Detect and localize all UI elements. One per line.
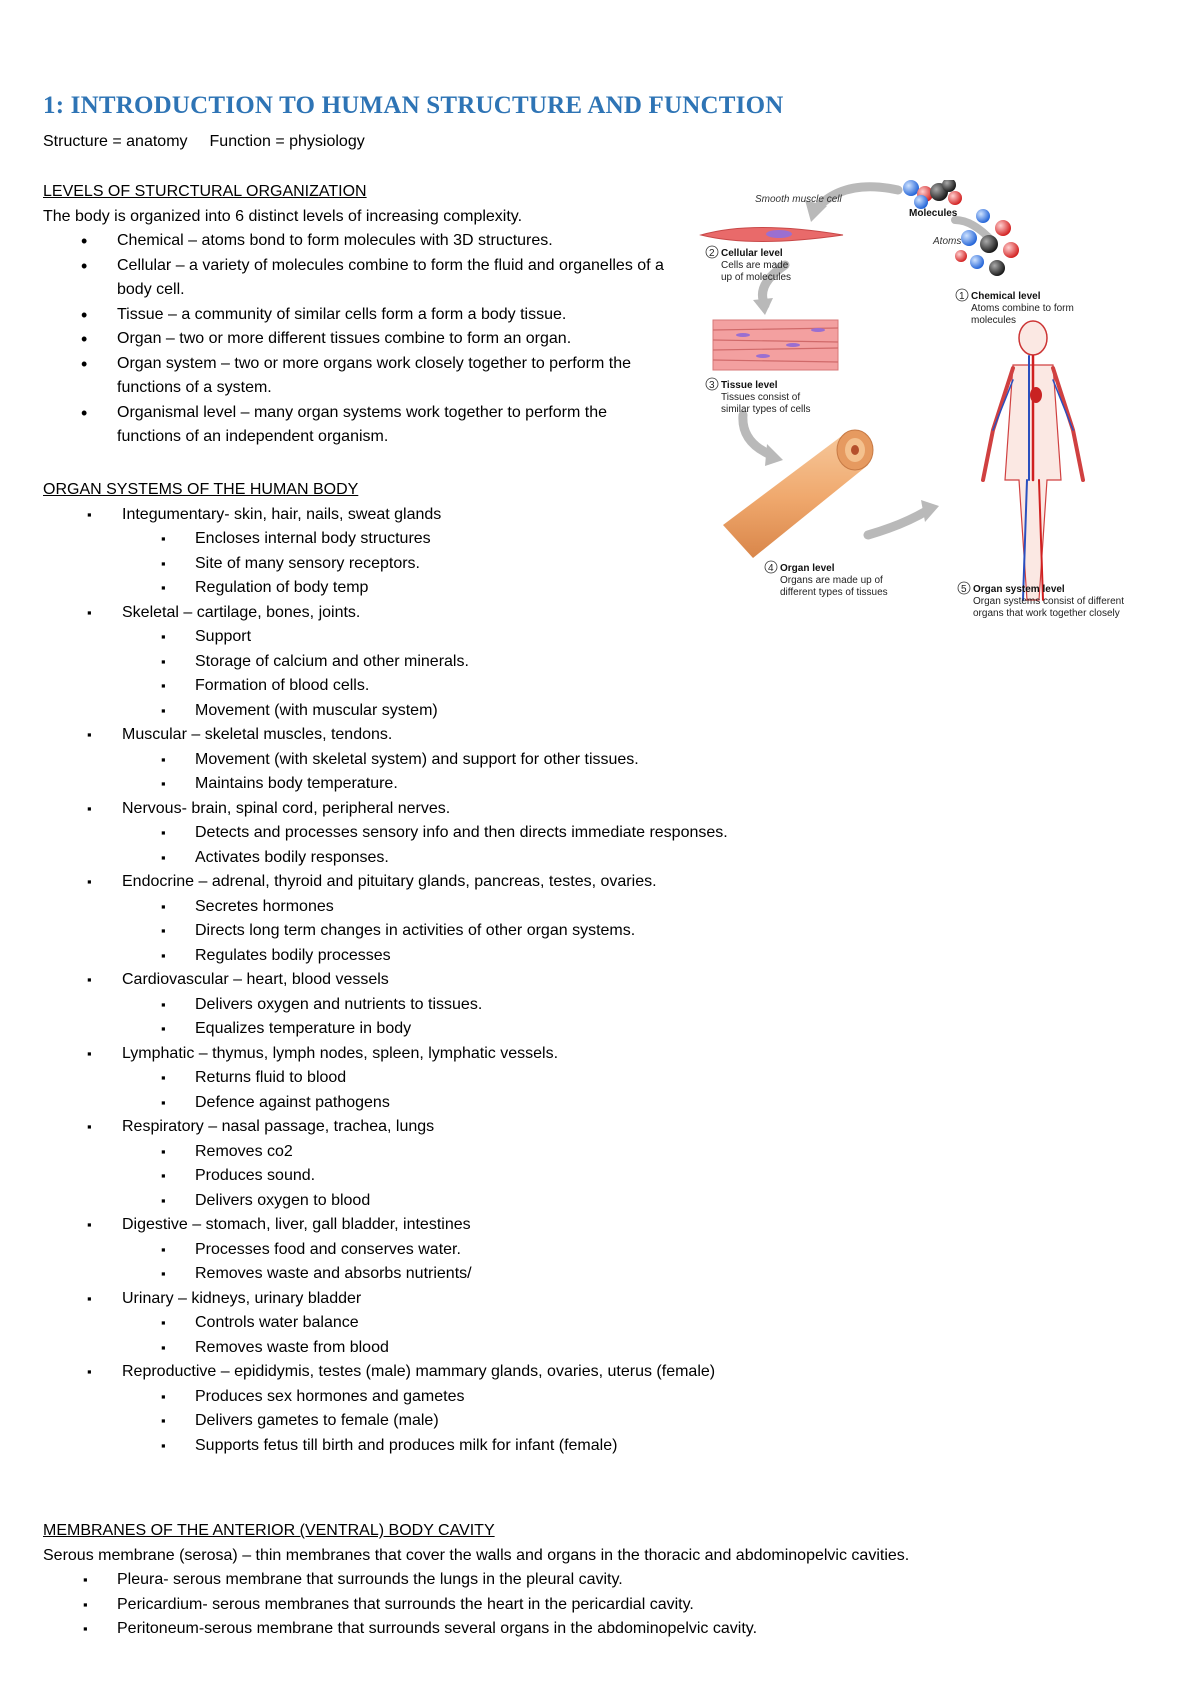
organ-function-list [122, 748, 1143, 797]
list-item: • Organ – two or more different tissues combine to form an organ. [43, 327, 673, 352]
organ-function-item: ▪ Storage of calcium and other minerals. [43, 650, 1143, 675]
organ-function-list [122, 1066, 1143, 1115]
subtitle-line [43, 133, 365, 151]
organ-desc-1: Organs are made up of [780, 575, 883, 586]
membranes-section [43, 1519, 1163, 1642]
organ-systems-heading: ORGAN SYSTEMS OF THE HUMAN BODY [43, 481, 359, 498]
organ-systems-section [43, 478, 1143, 1458]
levels-heading: LEVELS OF STURCTURAL ORGANIZATION [43, 183, 367, 200]
organ-function-item: ▪ Defence against pathogens [43, 1091, 1143, 1116]
organ-system-label: Skeletal – cartilage, bones, joints. [122, 603, 361, 621]
organ-function-item: ▪ Produces sound. [43, 1164, 1143, 1189]
organ-function-list [122, 1385, 1143, 1459]
organ-function-list [122, 1140, 1143, 1214]
atoms-label: Atoms [933, 236, 962, 247]
organ-system-item [43, 503, 1143, 601]
organ-function-item: ▪ Movement (with muscular system) [43, 699, 1143, 724]
organ-function-item: ▪ Returns fluid to blood [43, 1066, 1143, 1091]
list-item: • Cellular – a variety of molecules combine to form the fluid and organelles of a body cell. [43, 254, 673, 303]
tissue-desc-1: Tissues consist of [721, 392, 801, 403]
molecules-label: Molecules [909, 208, 958, 219]
organ-function-item: ▪ Encloses internal body structures [43, 527, 1143, 552]
organ-function-item: ▪ Support [43, 625, 1143, 650]
organ-function-item: ▪ Produces sex hormones and gametes [43, 1385, 1143, 1410]
system-title: Organ system level [973, 584, 1065, 595]
organ-function-item: ▪ Delivers oxygen to blood [43, 1189, 1143, 1214]
chemical-desc-1: Atoms combine to form [971, 303, 1074, 314]
organ-function-list [122, 895, 1143, 969]
organ-function-item: ▪ Regulation of body temp [43, 576, 1143, 601]
chemical-title: Chemical level [971, 291, 1041, 302]
list-item: • Organ system – two or more organs work closely together to perform the functions of a system. [43, 352, 673, 401]
levels-intro: The body is organized into 6 distinct levels of increasing complexity. [43, 207, 523, 225]
organ-function-item: ▪ Supports fetus till birth and produces milk for infant (female) [43, 1434, 1143, 1459]
smooth-muscle-label: Smooth muscle cell [755, 194, 842, 205]
organ-function-list [122, 993, 1143, 1042]
organ-function-list [122, 527, 1143, 601]
organ-title: Organ level [780, 563, 835, 574]
organ-system-item [43, 797, 1143, 871]
organ-function-list [122, 1311, 1143, 1360]
organ-system-label: Digestive – stomach, liver, gall bladder, intestines [122, 1216, 471, 1233]
organ-system-label: Urinary – kidneys, urinary bladder [122, 1289, 362, 1307]
cellular-title: Cellular level [721, 248, 783, 259]
organ-system-label: Endocrine – adrenal, thyroid and pituitary glands, pancreas, testes, ovaries. [122, 873, 657, 890]
organ-function-item: ▪ Movement (with skeletal system) and support for other tissues. [43, 748, 1143, 773]
organ-function-item: ▪ Removes co2 [43, 1140, 1143, 1165]
system-desc-1: Organ systems consist of different [973, 596, 1124, 607]
list-item: • Chemical – atoms bond to form molecules with 3D structures. [43, 229, 673, 254]
list-item: • Organismal level – many organ systems work together to perform the functions of an independent organism. [43, 401, 673, 450]
tissue-desc-2: similar types of cells [721, 404, 811, 415]
organ-function-item: ▪ Site of many sensory receptors. [43, 552, 1143, 577]
organ-function-item: ▪ Regulates bodily processes [43, 944, 1143, 969]
structure-definition: Structure = anatomy [43, 133, 188, 150]
organ-system-label: Nervous- brain, spinal cord, peripheral nerves. [122, 799, 451, 817]
organ-function-item: ▪ Removes waste from blood [43, 1336, 1143, 1361]
organ-system-label: Respiratory – nasal passage, trachea, lungs [122, 1118, 435, 1135]
molecules-icon [903, 180, 962, 209]
organ-systems-list [43, 503, 1143, 1459]
system-desc-2: organs that work together closely [973, 608, 1120, 619]
tissue-number: 3 [709, 380, 715, 391]
cellular-desc-2: up of molecules [721, 272, 792, 283]
list-item: ▪ Pericardium- serous membranes that surrounds the heart in the pericardial cavity. [43, 1593, 1163, 1618]
organ-system-item [43, 968, 1143, 1042]
organ-system-item [43, 1042, 1143, 1116]
organ-function-item: ▪ Detects and processes sensory info and then directs immediate responses. [43, 821, 1143, 846]
organ-desc-2: different types of tissues [780, 587, 888, 598]
organ-function-list [122, 821, 1143, 870]
list-item: • Tissue – a community of similar cells form a form a body tissue. [43, 303, 673, 328]
organ-system-item [43, 1115, 1143, 1213]
arrowhead-icon [753, 298, 773, 315]
arrowhead-icon [765, 444, 783, 466]
organ-system-item [43, 723, 1143, 797]
levels-list [43, 229, 673, 450]
organ-system-label: Cardiovascular – heart, blood vessels [122, 971, 389, 988]
organ-function-item: ▪ Formation of blood cells. [43, 674, 1143, 699]
organ-function-item: ▪ Delivers oxygen and nutrients to tissues. [43, 993, 1143, 1018]
membranes-intro: Serous membrane (serosa) – thin membranes that cover the walls and organs in the thoracic and abdominopelvic cavities. [43, 1546, 910, 1564]
function-definition: Function = physiology [209, 133, 365, 150]
tissue-title: Tissue level [721, 380, 778, 391]
list-item: ▪ Peritoneum-serous membrane that surrounds several organs in the abdominopelvic cavity. [43, 1617, 1163, 1642]
organ-system-item [43, 1287, 1143, 1361]
list-item: ▪ Pleura- serous membrane that surrounds the lungs in the pleural cavity. [43, 1568, 1163, 1593]
organ-system-item [43, 1360, 1143, 1458]
chemical-desc-2: molecules [971, 315, 1017, 326]
organ-function-item: ▪ Removes waste and absorbs nutrients/ [43, 1262, 1143, 1287]
organ-function-item: ▪ Controls water balance [43, 1311, 1143, 1336]
organ-number: 4 [768, 563, 774, 574]
membranes-list [43, 1568, 1163, 1642]
organ-function-item: ▪ Activates bodily responses. [43, 846, 1143, 871]
organ-function-item: ▪ Delivers gametes to female (male) [43, 1409, 1143, 1434]
organ-system-item [43, 601, 1143, 724]
membranes-heading: MEMBRANES OF THE ANTERIOR (VENTRAL) BODY CAVITY [43, 1522, 495, 1539]
organ-system-label: Lymphatic – thymus, lymph nodes, spleen, lymphatic vessels. [122, 1044, 559, 1062]
organ-function-item: ▪ Processes food and conserves water. [43, 1238, 1143, 1263]
chemical-number: 1 [959, 291, 965, 302]
organ-system-item [43, 870, 1143, 968]
organ-function-item: ▪ Maintains body temperature. [43, 772, 1143, 797]
organ-system-item [43, 1213, 1143, 1287]
system-number: 5 [961, 584, 967, 595]
organ-function-item: ▪ Secretes hormones [43, 895, 1143, 920]
page-title: 1: INTRODUCTION TO HUMAN STRUCTURE AND FUNCTION [43, 92, 784, 119]
organ-system-label: Muscular – skeletal muscles, tendons. [122, 726, 393, 743]
levels-section [43, 180, 673, 450]
organ-function-item: ▪ Directs long term changes in activities of other organ systems. [43, 919, 1143, 944]
organ-function-list [122, 625, 1143, 723]
cellular-desc-1: Cells are made [721, 260, 789, 271]
organ-function-item: ▪ Equalizes temperature in body [43, 1017, 1143, 1042]
organ-function-list [122, 1238, 1143, 1287]
cellular-number: 2 [709, 248, 715, 259]
organ-system-label: Reproductive – epididymis, testes (male) mammary glands, ovaries, uterus (female) [122, 1363, 716, 1380]
tissue-icon [713, 320, 838, 370]
organ-system-label: Integumentary- skin, hair, nails, sweat glands [122, 505, 442, 523]
